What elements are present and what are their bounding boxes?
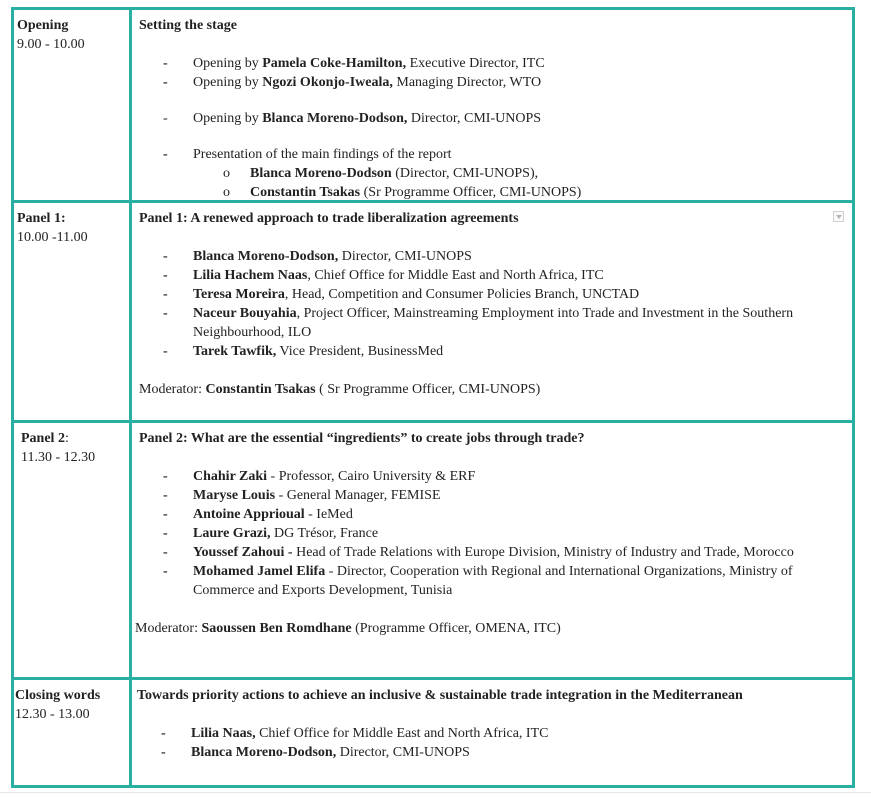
bullet-dash: - xyxy=(163,469,168,484)
time-cell-panel-2 xyxy=(11,420,132,680)
moderator-name: Saoussen Ben Romdhane xyxy=(201,621,352,636)
time-cell-closing xyxy=(11,677,132,788)
bullet-dash: - xyxy=(163,287,168,302)
bullet-dash: - xyxy=(163,306,168,321)
speaker-name: Blanca Moreno-Dodson, xyxy=(193,249,339,264)
list-item: - Antoine Apprioual - IeMed xyxy=(163,507,353,522)
list-item: - Blanca Moreno-Dodson, Director, CMI-UNOPS xyxy=(161,745,470,760)
speaker-name: Teresa Moreira xyxy=(193,287,285,302)
speaker-name: Naceur Bouyahia xyxy=(193,306,297,321)
bullet-circle: o xyxy=(223,166,230,181)
list-item: - Lilia Hachem Naas, Chief Office for Middle East and North Africa, ITC xyxy=(163,268,604,283)
list-item: - Lilia Naas, Chief Office for Middle East and North Africa, ITC xyxy=(161,726,549,741)
moderator-line: Moderator: Saoussen Ben Romdhane (Programme Officer, OMENA, ITC) xyxy=(135,621,561,636)
speaker-name: Youssef Zahoui - xyxy=(193,545,293,560)
session-time: 12.30 - 13.00 xyxy=(15,707,90,722)
list-item: - Mohamed Jamel Elifa - Director, Cooperation with Regional and International Organizations, Ministry of Commerce and Exports Development, Tunisia xyxy=(163,564,793,598)
bullet-dash: - xyxy=(163,344,168,359)
speaker-name: Constantin Tsakas xyxy=(250,185,361,200)
sub-list-item: o Blanca Moreno-Dodson (Director, CMI-UNOPS), xyxy=(223,166,539,181)
list-item: - Maryse Louis - General Manager, FEMISE xyxy=(163,488,441,503)
moderator-line: Moderator: Constantin Tsakas ( Sr Programme Officer, CMI-UNOPS) xyxy=(139,382,541,397)
session-title: Panel 1: xyxy=(17,211,66,226)
agenda-table xyxy=(11,7,855,788)
bullet-dash: - xyxy=(163,488,168,503)
bullet-dash: - xyxy=(163,268,168,283)
list-item: - Teresa Moreira, Head, Competition and Consumer Policies Branch, UNCTAD xyxy=(163,287,640,302)
list-item: - Opening by Blanca Moreno-Dodson, Director, CMI-UNOPS xyxy=(163,111,542,126)
bullet-dash: - xyxy=(161,726,166,741)
speaker-name: Tarek Tawfik, xyxy=(193,344,277,359)
session-time: 9.00 - 10.00 xyxy=(17,37,85,52)
session-title: Opening xyxy=(17,18,69,33)
list-item: - Presentation of the main findings of the report xyxy=(163,147,452,162)
list-item: - Opening by Ngozi Okonjo-Iweala, Managing Director, WTO xyxy=(163,75,542,90)
bullet-dash: - xyxy=(163,75,168,90)
speaker-name: Ngozi Okonjo-Iweala, xyxy=(262,75,393,90)
speaker-name: Pamela Coke-Hamilton, xyxy=(262,56,407,71)
session-time: 10.00 -11.00 xyxy=(17,230,88,245)
bullet-dash: - xyxy=(163,564,168,579)
bullet-dash: - xyxy=(163,56,168,71)
content-cell-closing xyxy=(129,677,855,788)
list-item: - Youssef Zahoui - Head of Trade Relations with Europe Division, Ministry of Industry and Trade, Morocco xyxy=(163,545,794,560)
bullet-circle: o xyxy=(223,185,230,200)
dropdown-arrow-icon[interactable] xyxy=(833,211,844,222)
bullet-dash: - xyxy=(163,147,168,162)
session-title: Closing words xyxy=(15,688,101,703)
content-cell-panel-2 xyxy=(129,420,855,680)
bullet-dash: - xyxy=(163,526,168,541)
time-cell-panel-1 xyxy=(11,200,132,423)
content-cell-opening xyxy=(129,7,855,203)
session-title: Panel 2: xyxy=(21,431,69,446)
list-item: - Laure Grazi, DG Trésor, France xyxy=(163,526,379,541)
bullet-dash: - xyxy=(163,249,168,264)
speaker-name: Lilia Hachem Naas xyxy=(193,268,308,283)
speaker-name: Chahir Zaki xyxy=(193,469,268,484)
speaker-name: Laure Grazi, xyxy=(193,526,271,541)
speaker-name: Mohamed Jamel Elifa xyxy=(193,564,326,579)
list-item: - Chahir Zaki - Professor, Cairo University & ERF xyxy=(163,469,476,484)
sub-list-item: o Constantin Tsakas (Sr Programme Officer, CMI-UNOPS) xyxy=(223,185,582,200)
speaker-name: Antoine Apprioual xyxy=(193,507,305,522)
speaker-name: Lilia Naas, xyxy=(191,726,256,741)
speaker-name: Blanca Moreno-Dodson xyxy=(250,166,392,181)
session-heading: Panel 1: A renewed approach to trade liberalization agreements xyxy=(139,211,519,226)
content-cell-panel-1 xyxy=(129,200,855,423)
page-divider xyxy=(0,792,871,793)
list-item: - Naceur Bouyahia, Project Officer, Mainstreaming Employment into Trade and Investment in the Southern Neighbourhood, ILO xyxy=(163,306,794,340)
bullet-dash: - xyxy=(163,507,168,522)
session-heading: Towards priority actions to achieve an inclusive & sustainable trade integration in the Mediterranean xyxy=(137,688,743,703)
session-time: 11.30 - 12.30 xyxy=(21,450,96,465)
speaker-name: Blanca Moreno-Dodson, xyxy=(191,745,337,760)
session-heading: Setting the stage xyxy=(139,18,237,33)
bullet-dash: - xyxy=(163,111,168,126)
session-heading: Panel 2: What are the essential “ingredients” to create jobs through trade? xyxy=(139,431,585,446)
speaker-name: Maryse Louis xyxy=(193,488,276,503)
list-item: - Opening by Pamela Coke-Hamilton, Executive Director, ITC xyxy=(163,56,545,71)
list-item: - Tarek Tawfik, Vice President, BusinessMed xyxy=(163,344,444,359)
speaker-name: Blanca Moreno-Dodson, xyxy=(262,111,408,126)
time-cell-opening xyxy=(11,7,132,203)
bullet-dash: - xyxy=(161,745,166,760)
list-item: - Blanca Moreno-Dodson, Director, CMI-UNOPS xyxy=(163,249,472,264)
bullet-dash: - xyxy=(163,545,168,560)
moderator-name: Constantin Tsakas xyxy=(205,382,316,397)
